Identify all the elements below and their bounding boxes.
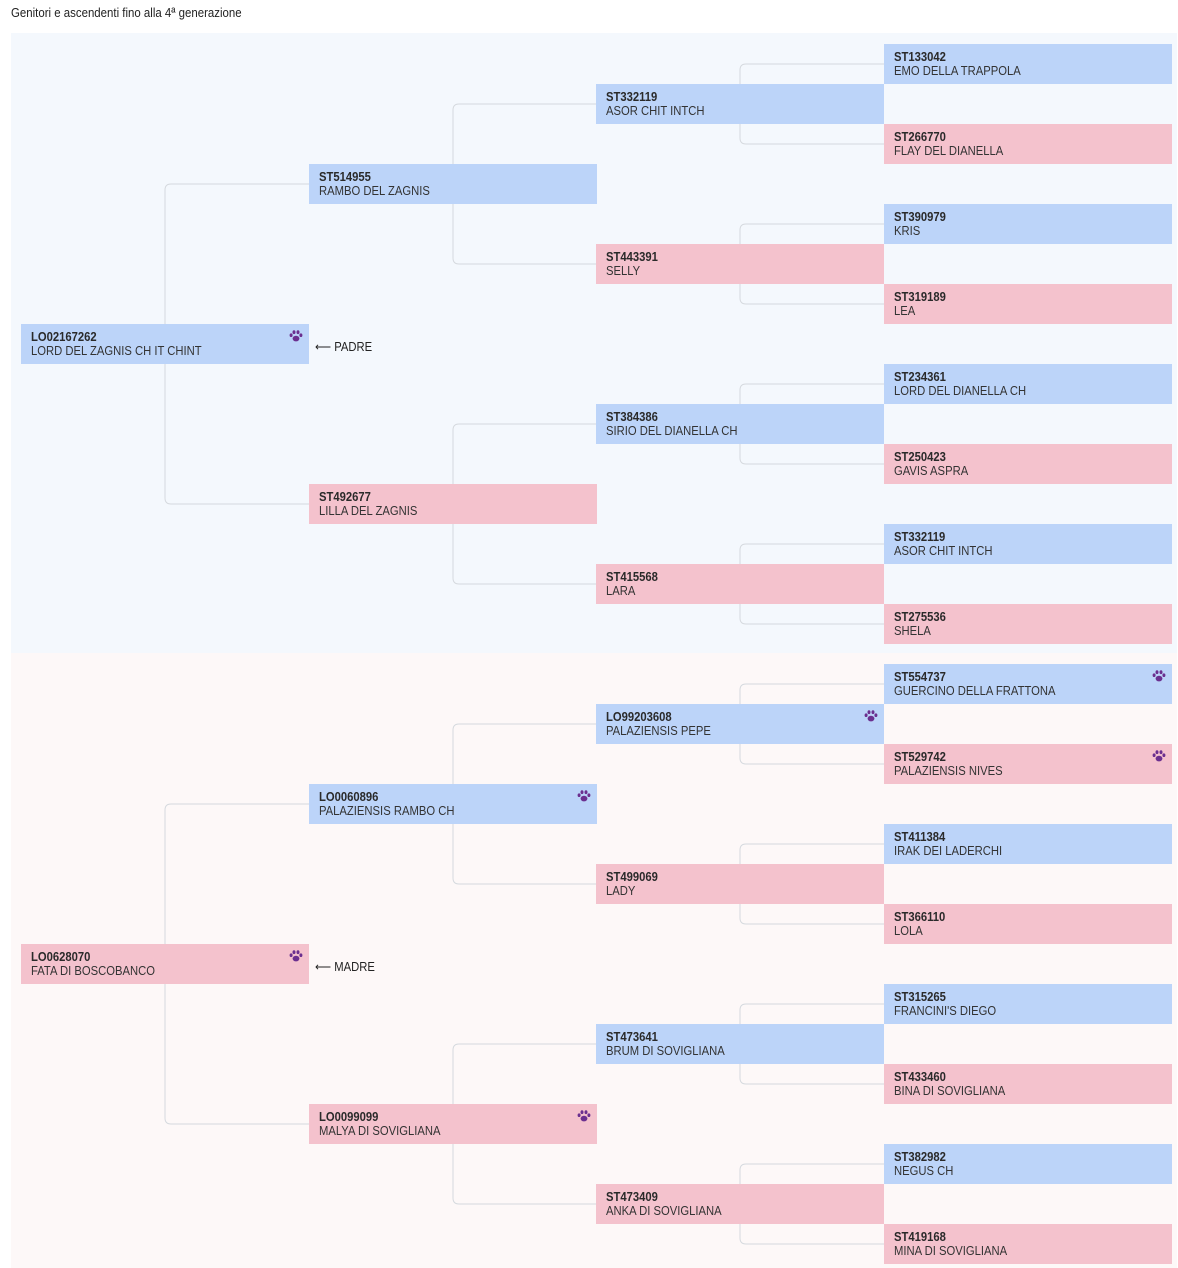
- dog-card-gen4[interactable]: [884, 824, 1172, 864]
- dog-name: SIRIO DEL DIANELLA CH: [606, 424, 738, 438]
- dog-name: ASOR CHIT INTCH: [606, 104, 705, 118]
- dog-card-gen4[interactable]: [884, 604, 1172, 644]
- dog-card-dam-dam[interactable]: [309, 1104, 597, 1144]
- dog-card-gen4[interactable]: [884, 284, 1172, 324]
- dog-code: ST492677: [319, 490, 371, 504]
- dog-name: LADY: [606, 884, 636, 898]
- dog-code: ST384386: [606, 410, 658, 424]
- dog-code: ST499069: [606, 870, 658, 884]
- dog-name: KRIS: [894, 224, 921, 238]
- dog-code: ST332119: [894, 530, 946, 544]
- dog-code: ST443391: [606, 250, 658, 264]
- dog-code: ST382982: [894, 1150, 946, 1164]
- dog-name: LARA: [606, 584, 636, 598]
- dog-card-dam-sire[interactable]: [309, 784, 597, 824]
- dog-code: ST473641: [606, 1030, 658, 1044]
- dog-code: ST411384: [894, 830, 946, 844]
- dog-code: ST473409: [606, 1190, 658, 1204]
- dog-card-gen3[interactable]: [596, 84, 884, 124]
- dog-name: SHELA: [894, 624, 931, 638]
- dog-code: ST366110: [894, 910, 946, 924]
- dog-card-gen4[interactable]: [884, 204, 1172, 244]
- dog-code: ST554737: [894, 670, 946, 684]
- dog-card-gen4[interactable]: [884, 444, 1172, 484]
- dog-name: LEA: [894, 304, 916, 318]
- dog-name: ANKA DI SOVIGLIANA: [606, 1204, 722, 1218]
- dog-card-sire-sire[interactable]: [309, 164, 597, 204]
- dog-card-gen4[interactable]: [884, 364, 1172, 404]
- dog-card-gen3[interactable]: [596, 1184, 884, 1224]
- dog-card-gen4[interactable]: [884, 1064, 1172, 1104]
- dog-name: GUERCINO DELLA FRATTONA: [894, 684, 1056, 698]
- dog-card-gen3[interactable]: [596, 1024, 884, 1064]
- dog-card-gen3[interactable]: [596, 704, 884, 744]
- dog-code: ST433460: [894, 1070, 946, 1084]
- dog-card-sire[interactable]: [21, 324, 309, 364]
- dog-code: ST390979: [894, 210, 946, 224]
- dog-card-gen4[interactable]: [884, 904, 1172, 944]
- dog-card-gen3[interactable]: [596, 564, 884, 604]
- dam-pointer-label: ⟵ MADRE: [315, 960, 375, 974]
- dog-card-gen4[interactable]: [884, 664, 1172, 704]
- dog-name: RAMBO DEL ZAGNIS: [319, 184, 430, 198]
- dog-card-gen3[interactable]: [596, 864, 884, 904]
- dog-name: FLAY DEL DIANELLA: [894, 144, 1004, 158]
- dog-name: LILLA DEL ZAGNIS: [319, 504, 418, 518]
- dog-name: PALAZIENSIS NIVES: [894, 764, 1003, 778]
- dog-card-gen4[interactable]: [884, 1224, 1172, 1264]
- dog-name: MALYA DI SOVIGLIANA: [319, 1124, 441, 1138]
- dog-code: LO0628070: [31, 950, 91, 964]
- dog-card-gen4[interactable]: [884, 124, 1172, 164]
- dog-card-gen4[interactable]: [884, 524, 1172, 564]
- dog-name: SELLY: [606, 264, 641, 278]
- paw-icon: [1152, 670, 1166, 682]
- dog-name: PALAZIENSIS RAMBO CH: [319, 804, 455, 818]
- dog-card-sire-dam[interactable]: [309, 484, 597, 524]
- dog-code: LO0060896: [319, 790, 379, 804]
- dog-card-gen3[interactable]: [596, 244, 884, 284]
- dog-card-gen4[interactable]: [884, 984, 1172, 1024]
- paw-icon: [864, 710, 878, 722]
- page-title: Genitori e ascendenti fino alla 4ª generazione: [11, 5, 242, 20]
- paw-icon: [1152, 750, 1166, 762]
- dog-name: LORD DEL DIANELLA CH: [894, 384, 1027, 398]
- dog-card-gen4[interactable]: [884, 44, 1172, 84]
- dog-code: LO02167262: [31, 330, 97, 344]
- dog-code: ST415568: [606, 570, 658, 584]
- dog-code: ST275536: [894, 610, 946, 624]
- dog-card-gen4[interactable]: [884, 1144, 1172, 1184]
- dog-code: ST514955: [319, 170, 371, 184]
- dog-name: LOLA: [894, 924, 923, 938]
- dog-code: ST315265: [894, 990, 946, 1004]
- paw-icon: [577, 790, 591, 802]
- dog-code: ST250423: [894, 450, 946, 464]
- dog-name: MINA DI SOVIGLIANA: [894, 1244, 1008, 1258]
- paw-icon: [289, 330, 303, 342]
- paw-icon: [289, 950, 303, 962]
- dog-name: BINA DI SOVIGLIANA: [894, 1084, 1006, 1098]
- dog-code: LO99203608: [606, 710, 672, 724]
- dog-name: LORD DEL ZAGNIS CH IT CHINT: [31, 344, 202, 358]
- dog-code: ST332119: [606, 90, 658, 104]
- dog-code: ST419168: [894, 1230, 946, 1244]
- dog-code: ST234361: [894, 370, 946, 384]
- dog-name: NEGUS CH: [894, 1164, 954, 1178]
- dog-code: ST266770: [894, 130, 946, 144]
- dog-name: EMO DELLA TRAPPOLA: [894, 64, 1021, 78]
- dog-name: FRANCINI'S DIEGO: [894, 1004, 997, 1018]
- dog-code: ST319189: [894, 290, 946, 304]
- sire-pointer-label: ⟵ PADRE: [315, 340, 373, 354]
- dog-name: ASOR CHIT INTCH: [894, 544, 993, 558]
- dog-code: ST133042: [894, 50, 946, 64]
- paw-icon: [577, 1110, 591, 1122]
- dog-card-gen4[interactable]: [884, 744, 1172, 784]
- dog-name: PALAZIENSIS PEPE: [606, 724, 711, 738]
- dog-code: ST529742: [894, 750, 946, 764]
- dog-name: FATA DI BOSCOBANCO: [31, 964, 155, 978]
- dog-card-dam[interactable]: [21, 944, 309, 984]
- dog-name: IRAK DEI LADERCHI: [894, 844, 1003, 858]
- dog-code: LO0099099: [319, 1110, 379, 1124]
- dog-name: GAVIS ASPRA: [894, 464, 969, 478]
- dog-name: BRUM DI SOVIGLIANA: [606, 1044, 725, 1058]
- dog-card-gen3[interactable]: [596, 404, 884, 444]
